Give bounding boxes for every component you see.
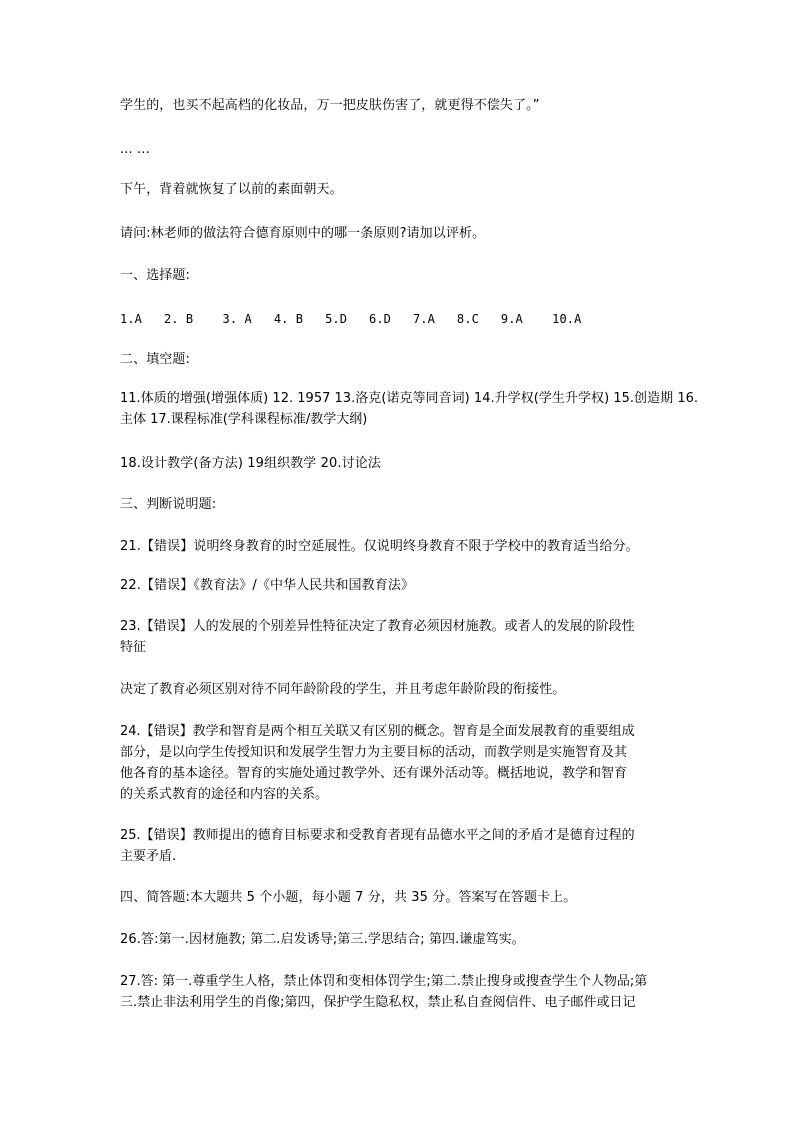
answer-24-line-4: 的关系式教育的途径和内容的关系。	[120, 787, 329, 802]
section-heading-choice: 一、选择题:	[120, 268, 190, 283]
section-heading-fill: 二、填空题:	[120, 352, 190, 367]
choice-answers: 1.A 2. B 3. A 4. B 5.D 6.D 7.A 8.C 9.A 10.A	[120, 312, 582, 326]
answer-24-line-1: 24.【错误】教学和智育是两个相互关联又有区别的概念。智育是全面发展教育的重要组成	[120, 724, 635, 739]
answer-23-continuation: 决定了教育必须区别对待不同年龄阶段的学生，并且考虑年龄阶段的衔接性。	[120, 682, 566, 697]
text-line-story-end: 学生的，也买不起高档的化妆品，万一把皮肤伤害了，就更得不偿失了。”	[120, 98, 540, 113]
answer-21: 21.【错误】说明终身教育的时空延展性。仅说明终身教育不限于学校中的教育适当给分。	[120, 539, 639, 554]
answer-25-line-1: 25.【错误】教师提出的德育目标要求和受教育者现有品德水平之间的矛盾才是德育过程的	[120, 828, 635, 843]
answer-24-line-2: 部分，是以向学生传授知识和发展学生智力为主要目标的活动，而教学则是实施智育及其	[120, 745, 628, 760]
fill-answers-18-20: 18.设计教学(备方法) 19组织教学 20.讨论法	[120, 456, 381, 471]
text-line-afternoon: 下午，背着就恢复了以前的素面朝天。	[120, 182, 343, 197]
text-line-ellipsis: ... …	[120, 142, 151, 157]
answer-26: 26.答:第一.因材施教; 第二.启发诱导;第三.学思结合; 第四.谦虚笃实。	[120, 932, 525, 947]
answer-27-line-2: 三.禁止非法利用学生的肖像;第四，保护学生隐私权，禁止私自查阅信件、电子邮件或日记	[120, 995, 636, 1010]
section-heading-short-answer: 四、简答题:本大题共 5 个小题，每小题 7 分，共 35 分。答案写在答题卡上。	[120, 890, 577, 905]
answer-25-line-2: 主要矛盾.	[120, 849, 177, 864]
answer-23-line-1: 23.【错误】人的发展的个别差异性特征决定了教育必须因材施教。或者人的发展的阶段性	[120, 619, 635, 634]
answer-27	[120, 971, 647, 1013]
answer-25	[120, 825, 635, 867]
answer-27-line-1: 27.答: 第一.尊重学生人格，禁止体罚和变相体罚学生;第二.禁止搜身或搜查学生个人物品;第	[120, 974, 648, 989]
answer-23	[120, 616, 635, 658]
answer-24	[120, 721, 635, 805]
fill-answers-11-17: 11.体质的增强(增强体质) 12. 1957 13.洛克(诺克等同音词) 14.升学权(学生升学权) 15.创造期 16.主体 17.课程标准(学科课程标准/教学大纲)	[120, 391, 698, 427]
answer-23-line-2: 特征	[120, 640, 147, 655]
answer-24-line-3: 他各育的基本途径。智育的实施处通过教学外、还有课外活动等。概括地说，教学和智育	[120, 766, 628, 781]
question-prompt: 请问:林老师的做法符合德育原则中的哪一条原则?请加以评析。	[120, 226, 486, 241]
section-heading-judge: 三、判断说明题:	[120, 497, 217, 512]
answer-22: 22.【错误】《教育法》/《中华人民共和国教育法》	[120, 578, 415, 593]
